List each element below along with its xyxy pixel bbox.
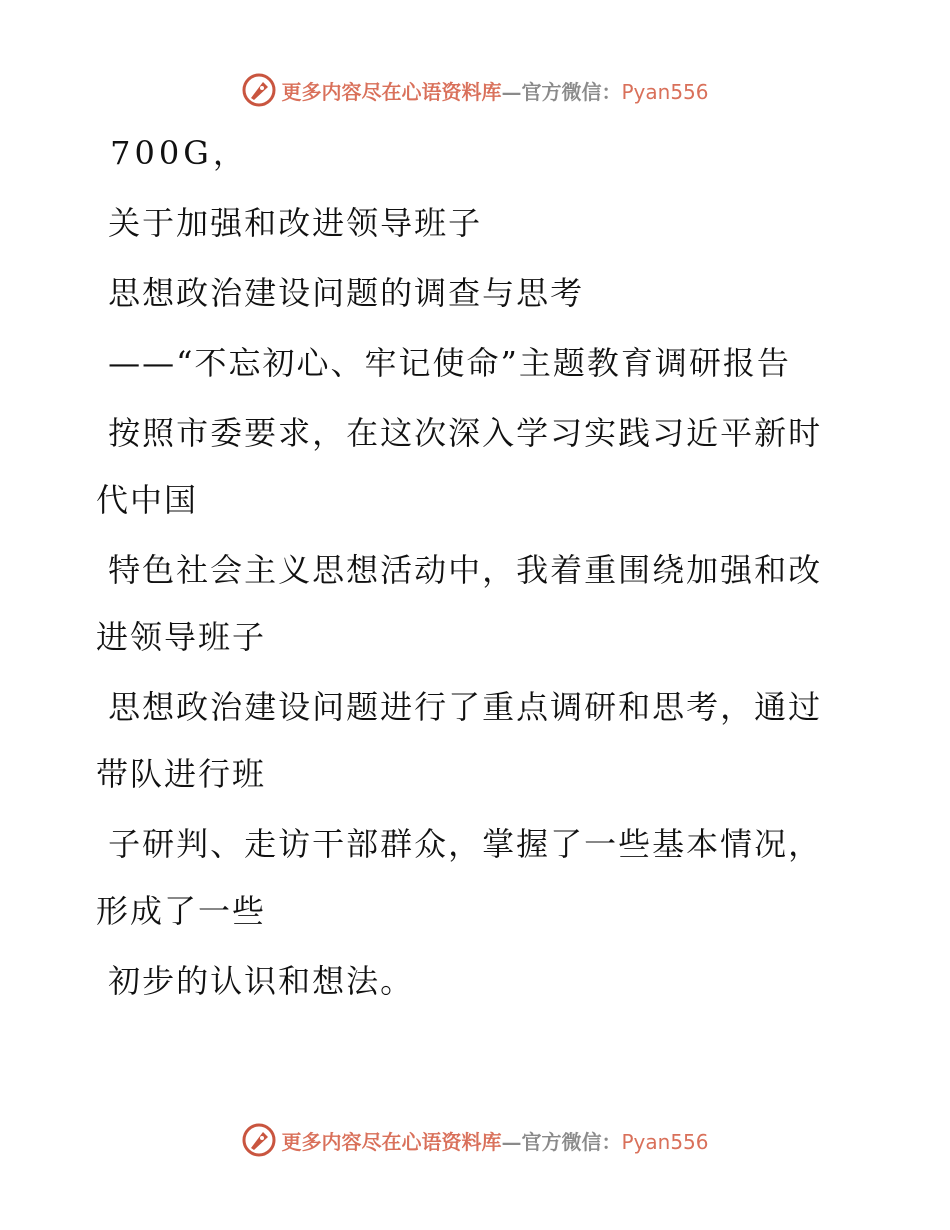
paragraph-9: 初步的认识和想法。 [96,962,415,1000]
pen-nib-logo-icon [241,72,277,108]
watermark-separator: — [501,1129,522,1154]
watermark-brand: 更多内容尽在心语资料库 [281,1129,502,1154]
paragraph-4: ——“不忘初心、牢记使命”主题教育调研报告 [96,344,791,382]
paragraph-1: 700G， [96,134,249,172]
paragraph-5: 按照市委要求，在这次深入学习实践习近平新时代中国 [96,414,823,519]
watermark-wechat-label: 官方微信： [521,1129,622,1154]
watermark-text [281,1126,708,1155]
watermark-separator: — [501,79,522,104]
watermark-wechat-id: Pyan556 [621,79,709,104]
pen-nib-logo-icon [241,1122,277,1158]
paragraph-6: 特色社会主义思想活动中，我着重围绕加强和改进领导班子 [96,551,823,656]
header-watermark [0,70,950,110]
paragraph-2: 关于加强和改进领导班子 [96,204,483,242]
watermark-wechat-id: Pyan556 [621,1129,709,1154]
document-body [96,120,836,1018]
paragraph-8: 子研判、走访干部群众，掌握了一些基本情况，形成了一些 [96,825,823,930]
watermark-wechat-label: 官方微信： [521,79,622,104]
footer-watermark [0,1120,950,1160]
watermark-brand: 更多内容尽在心语资料库 [281,79,502,104]
paragraph-7: 思想政治建设问题进行了重点调研和思考，通过带队进行班 [96,688,823,793]
watermark-text [281,76,708,105]
paragraph-3: 思想政治建设问题的调查与思考 [96,274,585,312]
